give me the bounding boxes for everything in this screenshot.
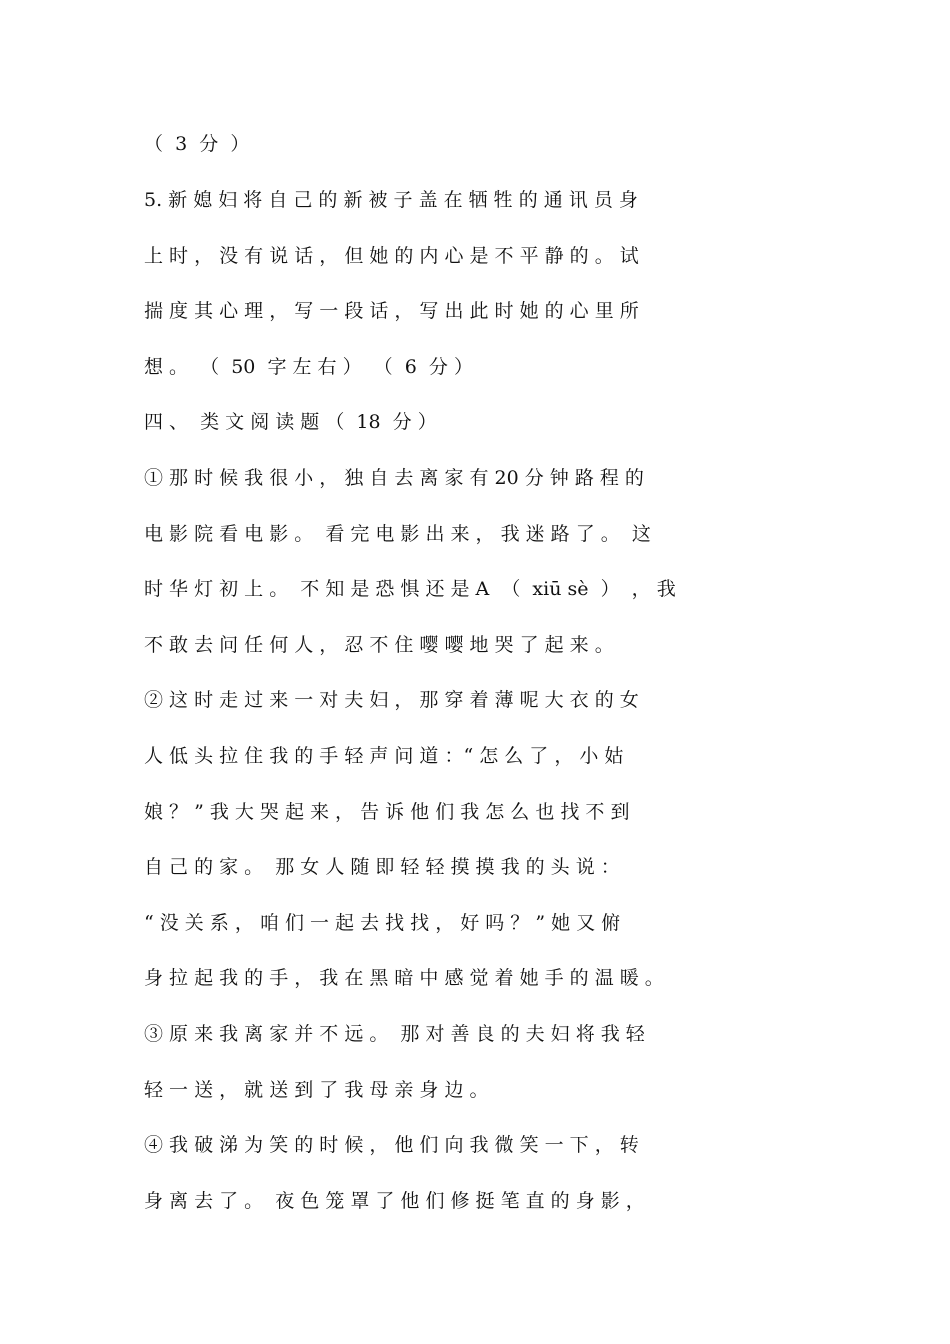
text-line: 身 离 去 了 。 夜 色 笼 罩 了 他 们 修 挺 笔 直 的 身 影 ， [144,1190,645,1212]
text-line: 时 华 灯 初 上 。 不 知 是 恐 惧 还 是 A （ xiū sè ） ， 我 [144,578,676,600]
text-line-score-3: （ 3 分 ） [144,133,250,155]
text-line: 轻 一 送 ， 就 送 到 了 我 母 亲 身 边 。 [144,1079,489,1101]
text-line: 上 时 ， 没 有 说 话 ， 但 她 的 内 心 是 不 平 静 的 。 试 [144,245,639,267]
text-line: 人 低 头 拉 住 我 的 手 轻 声 问 道 ：“ 怎 么 了 ， 小 姑 [144,745,624,767]
text-line: 娘 ？ ” 我 大 哭 起 来 ， 告 诉 他 们 我 怎 么 也 找 不 到 [144,801,630,823]
text-line: 揣 度 其 心 理 ， 写 一 段 话 ， 写 出 此 时 她 的 心 里 所 [144,300,639,322]
text-line: 想 。 （ 50 字 左 右 ） （ 6 分 ） [144,356,473,378]
paragraph-4-line: ④ 我 破 涕 为 笑 的 时 候 ， 他 们 向 我 微 笑 一 下 ， 转 [144,1134,639,1156]
text-line: 身 拉 起 我 的 手 ， 我 在 黑 暗 中 感 觉 着 她 手 的 温 暖 。 [144,967,664,989]
text-line: 自 己 的 家 。 那 女 人 随 即 轻 轻 摸 摸 我 的 头 说 ： [144,856,620,878]
paragraph-3-line: ③ 原 来 我 离 家 并 不 远 。 那 对 善 良 的 夫 妇 将 我 轻 [144,1023,645,1045]
text-line: “ 没 关 系 ， 咱 们 一 起 去 找 找 ， 好 吗 ？ ” 她 又 俯 [144,912,621,934]
text-line: 不 敢 去 问 任 何 人 ， 忍 不 住 嘤 嘤 地 哭 了 起 来 。 [144,634,614,656]
paragraph-1-line: ① 那 时 候 我 很 小 ， 独 自 去 离 家 有 20 分 钟 路 程 的 [144,467,644,489]
text-line-question-5: 5. 新 媳 妇 将 自 己 的 新 被 子 盖 在 牺 牲 的 通 讯 员 身 [144,189,638,211]
paragraph-2-line: ② 这 时 走 过 来 一 对 夫 妇 ， 那 穿 着 薄 呢 大 衣 的 女 [144,689,639,711]
section-heading: 四 、 类 文 阅 读 题 （ 18 分 ） [144,411,437,433]
text-line: 电 影 院 看 电 影 。 看 完 电 影 出 来 ， 我 迷 路 了 。 这 [144,523,651,545]
